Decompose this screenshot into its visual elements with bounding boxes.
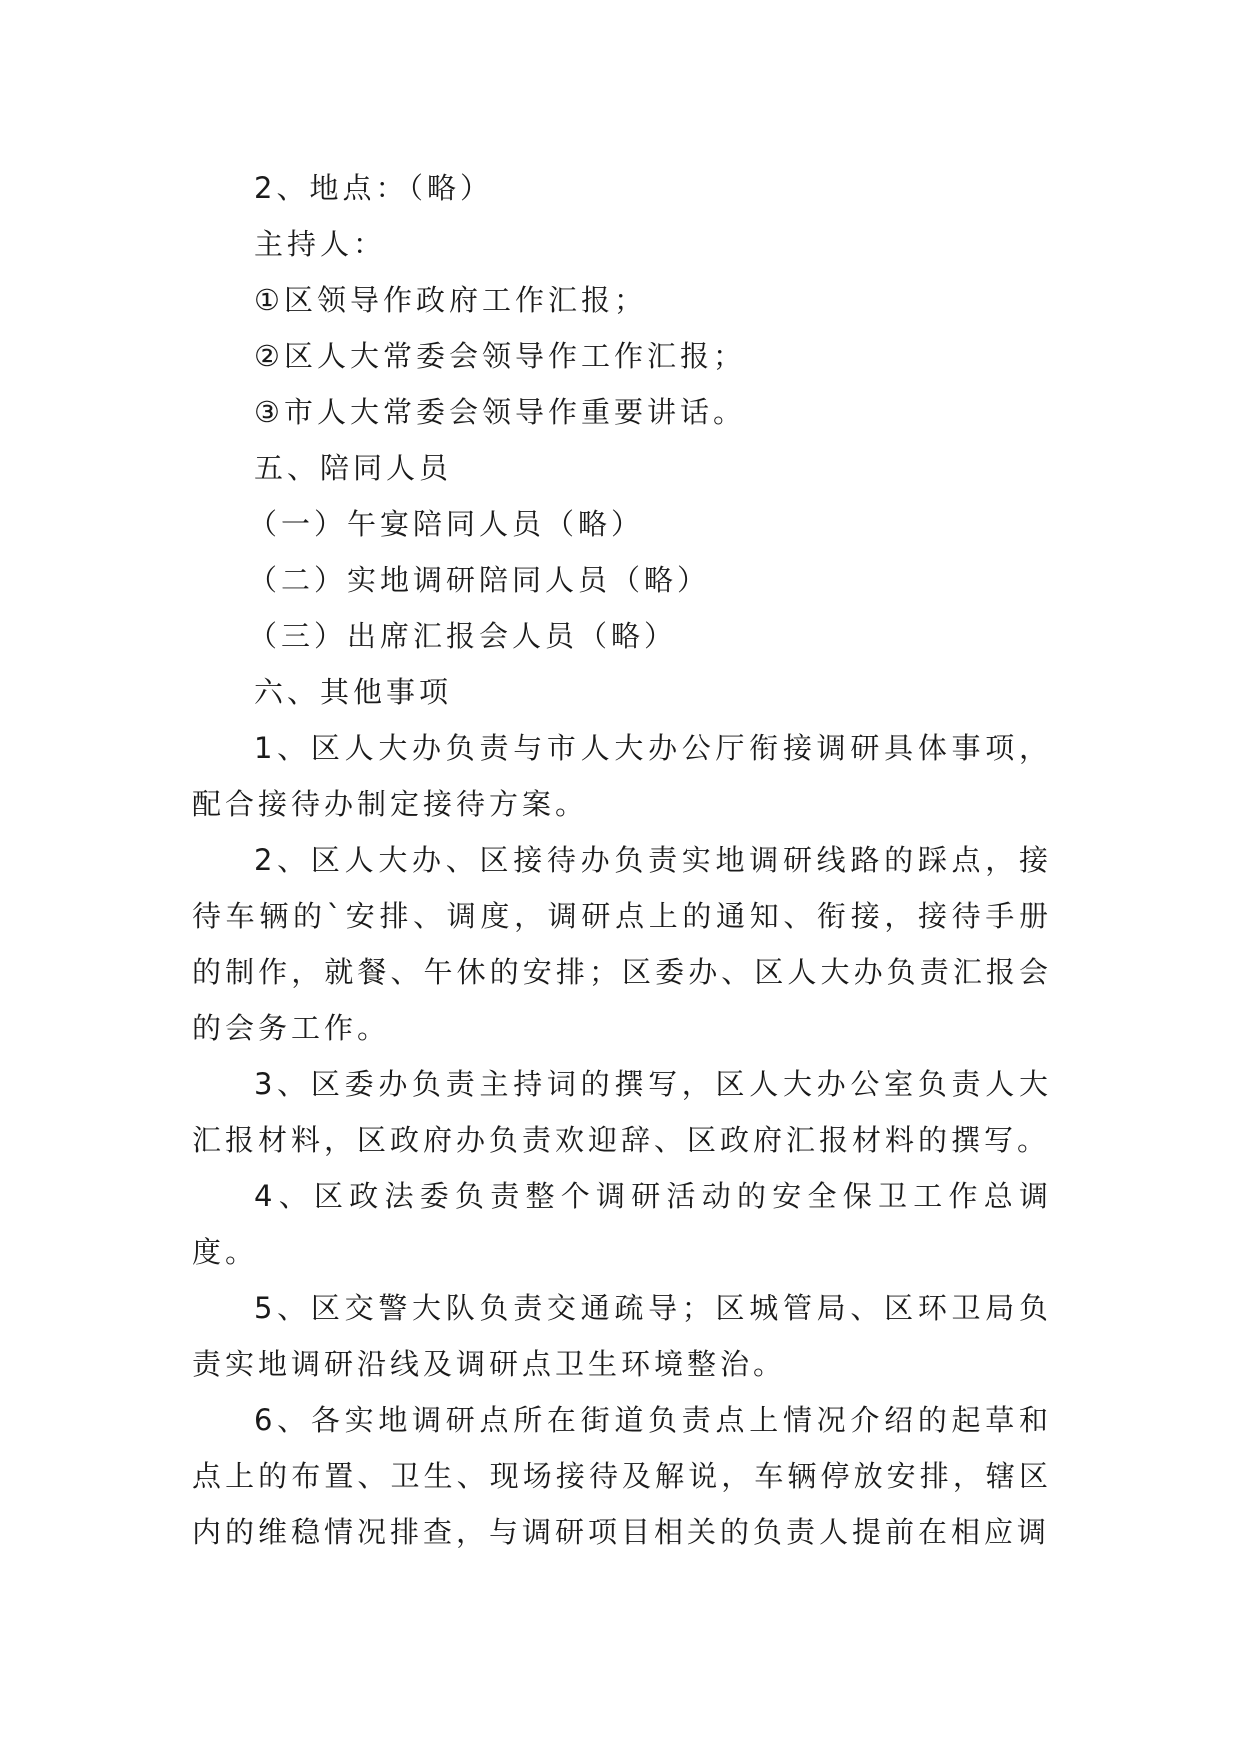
paragraph-2: 2、区人大办、区接待办负责实地调研线路的踩点，接待车辆的`安排、调度，调研点上的通知、衔接，接待手册的制作，就餐、午休的安排；区委办、区人大办负责汇报会的会务工作。 bbox=[192, 843, 1052, 1045]
paragraph-1: 1、区人大办负责与市人大办公厅衔接调研具体事项，配合接待办制定接待方案。 bbox=[192, 731, 1052, 821]
paragraph-5: 5、区交警大队负责交通疏导；区城管局、区环卫局负责实地调研沿线及调研点卫生环境整治。 bbox=[192, 1291, 1052, 1381]
paragraph-3: 3、区委办负责主持词的撰写，区人大办公室负责人大汇报材料，区政府办负责欢迎辞、区政府汇报材料的撰写。 bbox=[192, 1067, 1052, 1157]
agenda-item-2: ②区人大常委会领导作工作汇报； bbox=[254, 339, 746, 373]
section-heading-6: 六、其他事项 bbox=[254, 675, 453, 709]
document-body bbox=[192, 160, 1052, 1560]
location-line: 2、地点：（略） bbox=[254, 171, 493, 205]
section-heading-5: 五、陪同人员 bbox=[254, 451, 453, 485]
host-line: 主持人： bbox=[254, 227, 387, 261]
subsection-2: （二）实地调研陪同人员（略） bbox=[248, 563, 711, 597]
agenda-item-3: ③市人大常委会领导作重要讲话。 bbox=[254, 395, 746, 429]
agenda-item-1: ①区领导作政府工作汇报； bbox=[254, 283, 647, 317]
subsection-1: （一）午宴陪同人员（略） bbox=[248, 507, 645, 541]
subsection-3: （三）出席汇报会人员（略） bbox=[248, 619, 678, 653]
paragraph-4: 4、区政法委负责整个调研活动的安全保卫工作总调度。 bbox=[192, 1179, 1052, 1269]
paragraph-6: 6、各实地调研点所在街道负责点上情况介绍的起草和点上的布置、卫生、现场接待及解说，车辆停放安排，辖区内的维稳情况排查，与调研项目相关的负责人提前在相应调 bbox=[192, 1403, 1052, 1549]
